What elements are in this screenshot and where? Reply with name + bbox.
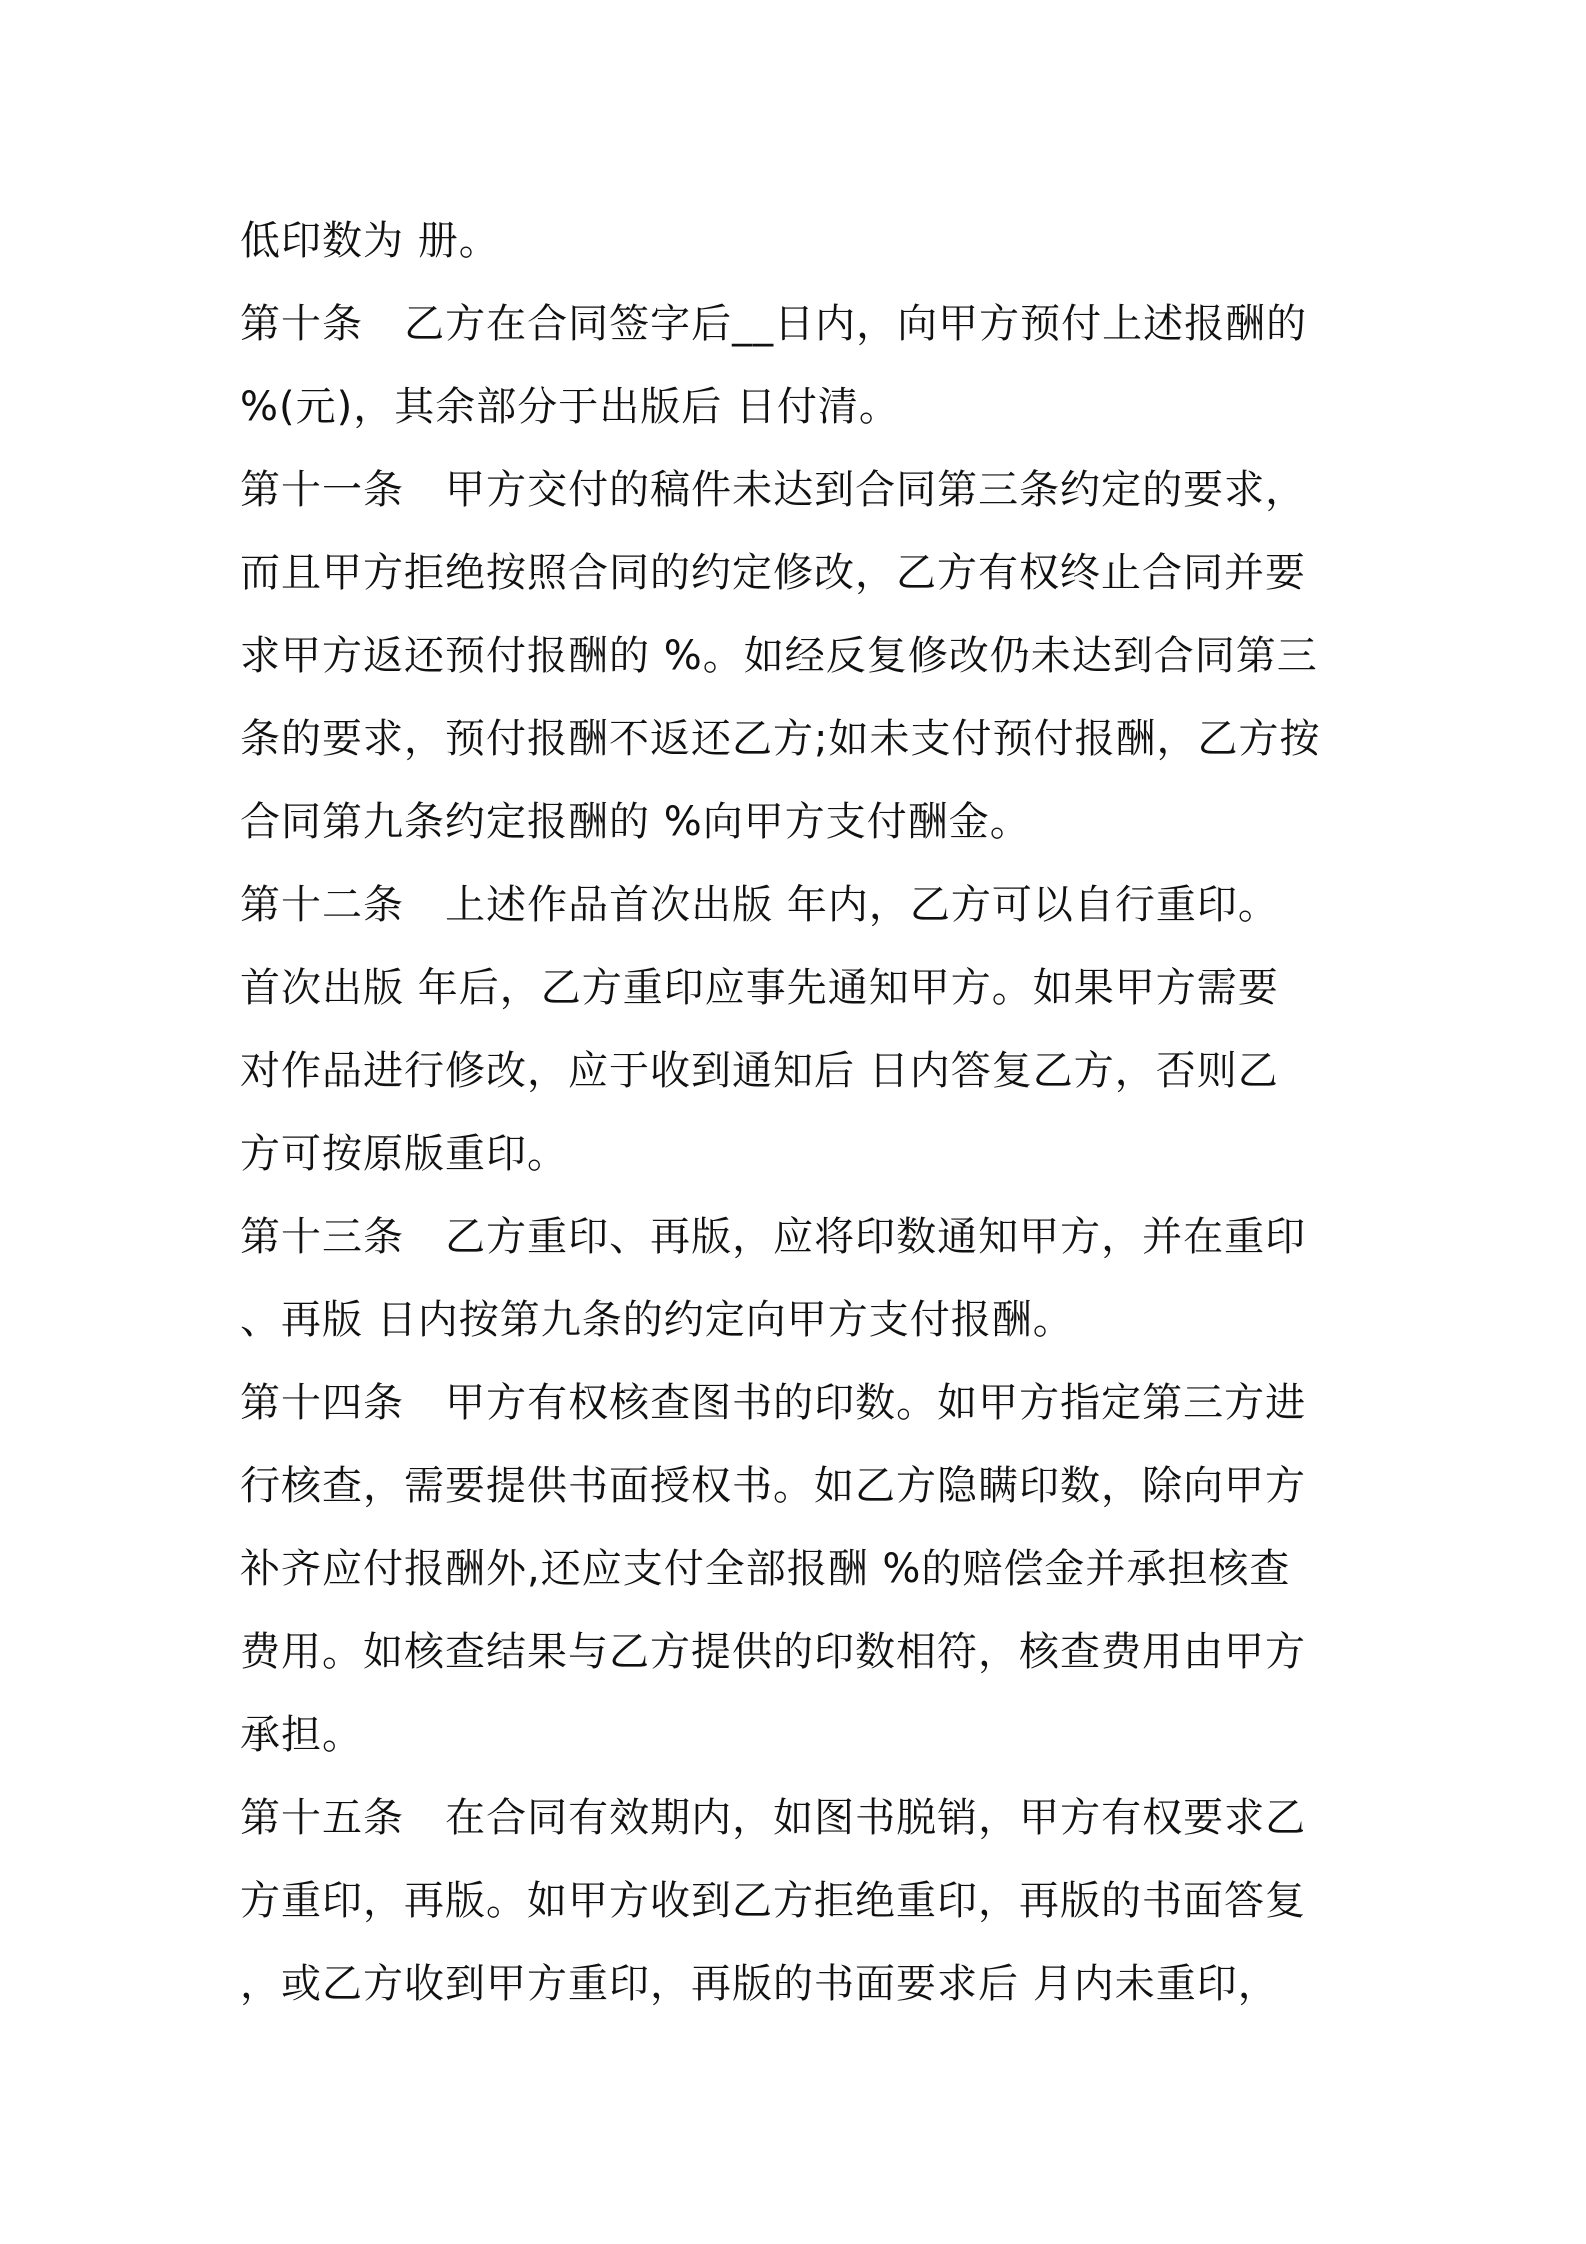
text-line: 第十四条 甲方有权核查图书的印数。如甲方指定第三方进 xyxy=(240,1380,1307,1426)
text-line: 行核查，需要提供书面授权书。如乙方隐瞒印数，除向甲方 xyxy=(240,1463,1306,1509)
text-line: 补齐应付报酬外,还应支付全部报酬 %的赔偿金并承担核查 xyxy=(240,1546,1291,1592)
text-line: 低印数为 册。 xyxy=(240,218,500,264)
text-line: 对作品进行修改，应于收到通知后 日内答复乙方，否则乙 xyxy=(240,1048,1279,1094)
text-line: 、再版 日内按第九条的约定向甲方支付报酬。 xyxy=(240,1297,1074,1343)
text-line: 而且甲方拒绝按照合同的约定修改，乙方有权终止合同并要 xyxy=(240,550,1306,596)
text-line: 求甲方返还预付报酬的 %。如经反复修改仍未达到合同第三 xyxy=(240,633,1318,679)
text-line: 第十五条 在合同有效期内，如图书脱销，甲方有权要求乙 xyxy=(240,1795,1307,1841)
text-line: %(元)，其余部分于出版后 日付清。 xyxy=(240,384,900,430)
text-line: 费用。如核查结果与乙方提供的印数相符，核查费用由甲方 xyxy=(240,1629,1306,1675)
text-line: 第十一条 甲方交付的稿件未达到合同第三条约定的要求， xyxy=(240,467,1307,513)
text-line: 第十条 乙方在合同签字后__日内，向甲方预付上述报酬的 xyxy=(240,301,1308,347)
text-line: 第十三条 乙方重印、再版，应将印数通知甲方，并在重印 xyxy=(240,1214,1307,1260)
contract-text xyxy=(240,200,1360,2026)
text-line: 第十二条 上述作品首次出版 年内，乙方可以自行重印。 xyxy=(240,882,1279,928)
text-line: 合同第九条约定报酬的 %向甲方支付酬金。 xyxy=(240,799,1031,845)
text-line: 方重印，再版。如甲方收到乙方拒绝重印，再版的书面答复 xyxy=(240,1878,1306,1924)
text-line: 方可按原版重印。 xyxy=(240,1131,568,1177)
text-line: 首次出版 年后，乙方重印应事先通知甲方。如果甲方需要 xyxy=(240,965,1279,1011)
text-line: ，或乙方收到甲方重印，再版的书面要求后 月内未重印， xyxy=(240,1961,1279,2007)
text-line: 条的要求，预付报酬不返还乙方;如未支付预付报酬，乙方按 xyxy=(240,716,1321,762)
text-line: 承担。 xyxy=(240,1712,363,1758)
